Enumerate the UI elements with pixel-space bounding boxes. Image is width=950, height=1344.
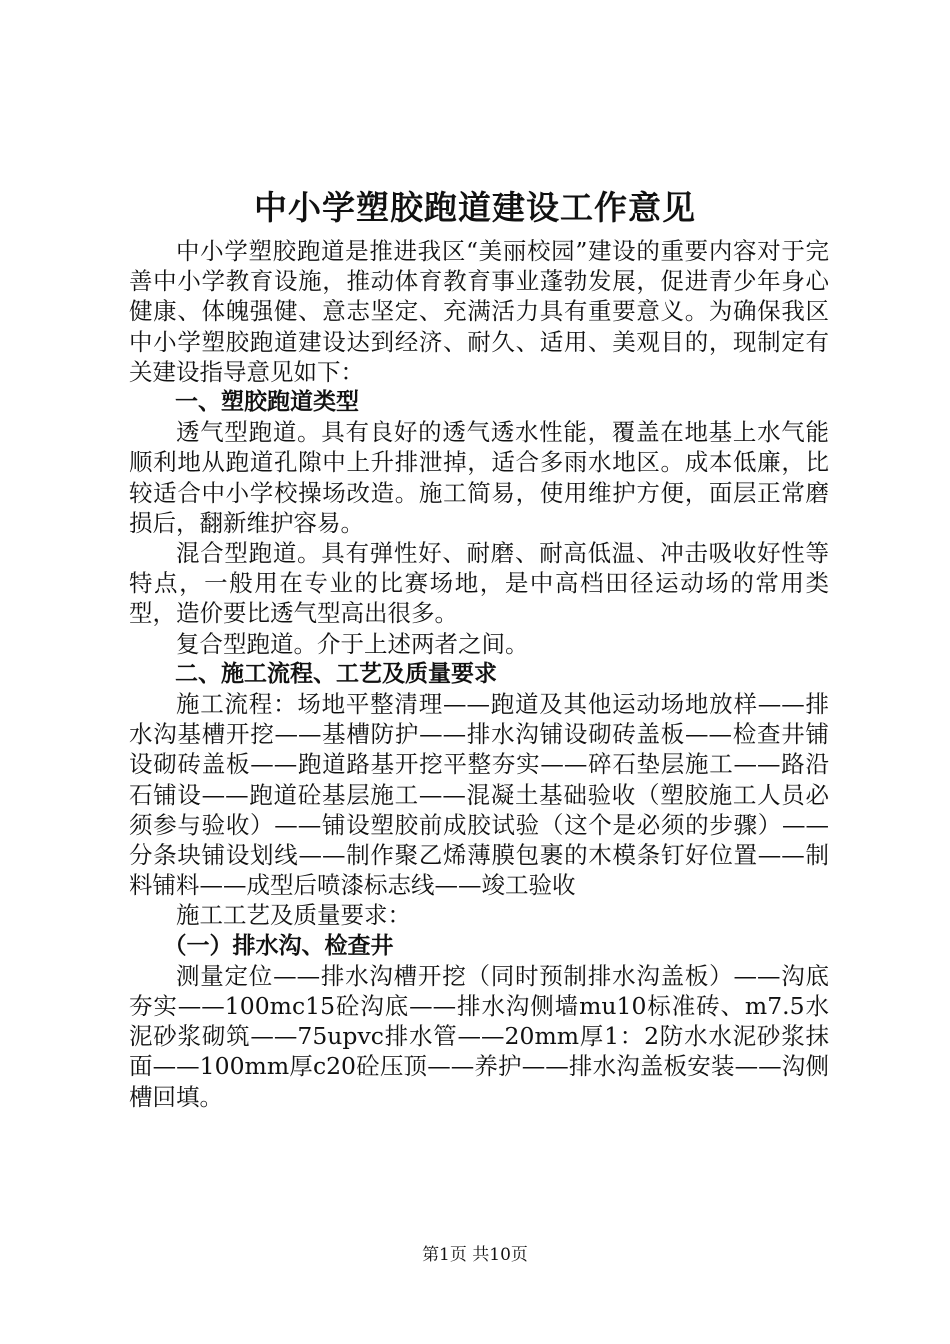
section-2-paragraph-requirements: 施工工艺及质量要求： [176,901,411,930]
section-2-paragraph-process: 施工流程：场地平整清理——跑道及其他运动场地放样——排水沟基槽开挖——基槽防护——排水沟铺设砌砖盖板——检查井铺设砌砖盖板——跑道路基开挖平整夯实——碎石垫层施工——路沿石铺设——跑道砼基层施工——混凝土基础验收（塑胶施工人员必须参与验收）——铺设塑胶前成胶试验（这个是必须的步骤）——分条块铺设划线——制作聚乙烯薄膜包裹的木模条钉好位置——制料铺料——成型后喷漆标志线——竣工验收 [129,690,829,900]
document-title: 中小学塑胶跑道建设工作意见 [254,188,696,227]
page-footer: 第1页 共10页 [422,1245,528,1265]
section-1-paragraph-breathable: 透气型跑道。具有良好的透气透水性能，覆盖在地基上水气能顺利地从跑道孔隙中上升排泄掉，适合多雨水地区。成本低廉，比较适合中小学校操场改造。施工简易，使用维护方便，面层正常磨损后，翻新维护容易。 [129,418,829,537]
intro-paragraph: 中小学塑胶跑道是推进我区“美丽校园”建设的重要内容对于完善中小学教育设施，推动体育教育事业蓬勃发展，促进青少年身心健康、体魄强健、意志坚定、充满活力具有重要意义。为确保我区中小学塑胶跑道建设达到经济、耐久、适用、美观目的，现制定有关建设指导意见如下： [129,237,829,386]
subsection-1-paragraph: 测量定位——排水沟槽开挖（同时预制排水沟盖板）——沟底夯实——100mc15砼沟底——排水沟侧墙mu10标准砖、m7.5水泥砂浆砌筑——75upvc排水管——20mm厚1：2防水水泥砂浆抹面——100mm厚c20砼压顶——养护——排水沟盖板安装——沟侧槽回填。 [129,961,829,1111]
section-1-paragraph-composite: 复合型跑道。介于上述两者之间。 [176,629,529,658]
section-1-paragraph-hybrid: 混合型跑道。具有弹性好、耐磨、耐高低温、冲击吸收好性等特点，一般用在专业的比赛场地，是中高档田径运动场的常用类型，造价要比透气型高出很多。 [129,539,829,628]
document-body [129,236,829,1112]
section-2-heading: 二、施工流程、工艺及质量要求 [175,660,497,687]
section-1-heading: 一、塑胶跑道类型 [175,389,359,416]
subsection-1-heading: （一）排水沟、检查井 [163,932,394,959]
